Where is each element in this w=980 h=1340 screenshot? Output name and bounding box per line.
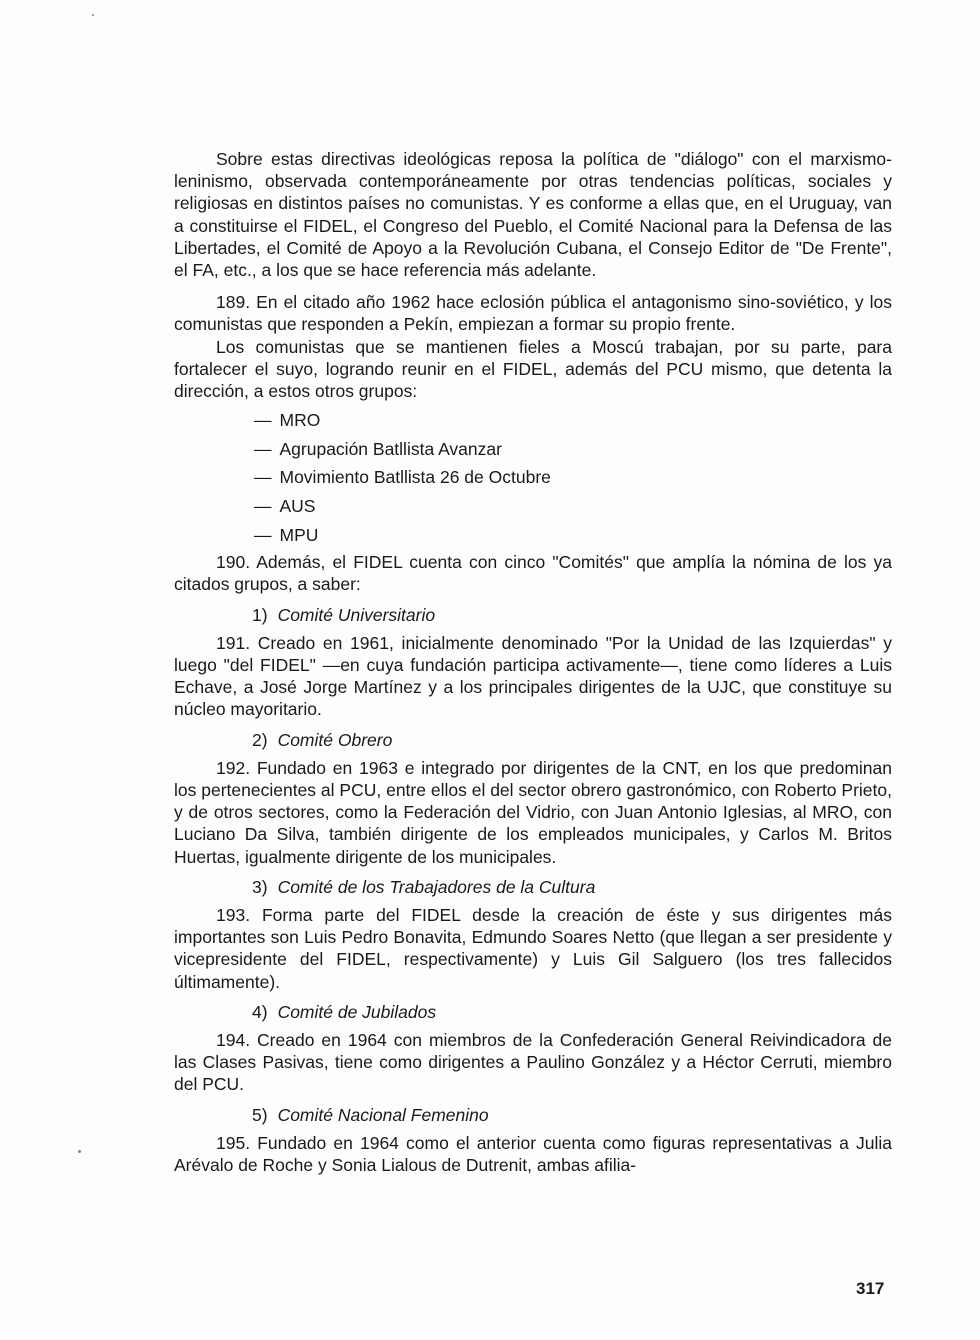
committee-title: Comité Universitario	[277, 604, 436, 625]
paragraph-number: 191.	[216, 632, 251, 653]
scan-speck	[78, 1150, 81, 1153]
list-item	[254, 492, 892, 521]
paragraph-number: 195.	[216, 1132, 251, 1153]
paragraph-192	[174, 757, 892, 868]
committee-heading-jubilados	[174, 1001, 892, 1023]
paragraph-190	[174, 551, 892, 595]
committee-title: Comité Nacional Femenino	[277, 1104, 489, 1125]
paragraph-intro: Sobre estas directivas ideológicas reposa la política de "diálogo" con el marxismo-leninismo, observada contemporáneamente por otras tendencias políticas, sociales y religiosas en distintos países no comunistas. Y es conforme a ellas que, en el Uruguay, van a constituirse el FIDEL, el Congreso del Pueblo, el Comité Nacional para la Defensa de las Libertades, el Comité de Apoyo a la Revolución Cubana, el Consejo Editor de "De Frente", el FA, etc., a los que se hace referencia más adelante.	[174, 149, 892, 281]
paragraph-text: En el citado año 1962 hace eclosión pública el antagonismo sino-soviético, y los comunistas que responden a Pekín, empiezan a formar su propio frente.	[174, 292, 892, 335]
group-list	[174, 406, 892, 549]
list-item	[254, 406, 892, 435]
committee-heading-cultura	[174, 876, 892, 898]
paragraph-text: Creado en 1964 con miembros de la Confederación General Reivindicadora de las Clases Pasivas, tiene como dirigentes a Paulino González y a Héctor Cerruti, miembro del PCU.	[174, 1030, 892, 1095]
paragraph-text: Forma parte del FIDEL desde la creación de éste y sus dirigentes más importantes son Luis Pedro Bonavita, Edmundo Soares Netto (que llegan a ser presidente y vicepresidente del FIDEL, respectivamente) y Luis Gil Salguero (los tres fallecidos últimamente).	[174, 905, 892, 992]
paragraph-number: 190.	[216, 552, 251, 573]
page-number: 317	[856, 1279, 885, 1298]
paragraph-number: 192.	[216, 757, 251, 778]
committee-heading-obrero	[174, 729, 892, 751]
dash-glyph: —	[254, 524, 272, 545]
paragraph-191	[174, 632, 892, 721]
dash-glyph: —	[254, 496, 272, 517]
committee-title: Comité de los Trabajadores de la Cultura	[277, 876, 596, 897]
group-label: MPU	[279, 524, 319, 545]
group-label: Movimiento Batllista 26 de Octubre	[279, 467, 551, 488]
list-item	[254, 463, 892, 492]
scan-speck	[92, 14, 94, 16]
body-text	[174, 148, 892, 1176]
dash-glyph: —	[254, 410, 272, 431]
group-label: AUS	[279, 496, 316, 517]
paragraph-text: Fundado en 1963 e integrado por dirigentes de la CNT, en los que predominan los pertenecientes al PCU, entre ellos el del sector obrero gastronómico, con Roberto Prieto, y de otros sectores, como la Federación del Vidrio, con Juan Antonio Iglesias, al MRO, con Luciano Da Silva, también dirigente de los empleados municipales, y Carlos M. Britos Huertas, igualmente dirigente de los municipales.	[174, 757, 892, 867]
paragraph-189	[174, 291, 892, 335]
paragraph-195	[174, 1132, 892, 1176]
list-item	[254, 521, 892, 550]
paragraph-text: Además, el FIDEL cuenta con cinco "Comités" que amplía la nómina de los ya citados grupos, a saber:	[174, 552, 893, 595]
group-label: MRO	[279, 410, 321, 431]
paragraph-text: Fundado en 1964 como el anterior cuenta como figuras representativas a Julia Arévalo de Roche y Sonia Lialous de Dutrenit, ambas afilia-	[174, 1132, 892, 1176]
paragraph-number: 193.	[216, 905, 251, 926]
committee-heading-universitario	[174, 604, 892, 626]
committee-title: Comité de Jubilados	[277, 1001, 437, 1022]
dash-glyph: —	[254, 438, 272, 459]
committee-number: 3)	[252, 876, 268, 897]
paragraph-text: Creado en 1961, inicialmente denominado "Por la Unidad de las Izquierdas" y luego "del FIDEL" —en cuya fundación participa activamente—, tiene como líderes a Luis Echave, a José Jorge Martínez y a los principales dirigentes de la UJC, que constituye su núcleo mayoritario.	[174, 632, 892, 720]
committee-number: 2)	[252, 729, 268, 750]
dash-glyph: —	[254, 467, 272, 488]
paragraph-number: 189.	[216, 292, 251, 313]
list-item	[254, 435, 892, 464]
group-label: Agrupación Batllista Avanzar	[279, 438, 502, 459]
paragraph-number: 194.	[216, 1030, 251, 1051]
committee-number: 5)	[252, 1104, 268, 1125]
committee-number: 4)	[252, 1001, 268, 1022]
paragraph-194	[174, 1029, 892, 1096]
committee-title: Comité Obrero	[277, 729, 393, 750]
paragraph-193	[174, 904, 892, 993]
committee-number: 1)	[252, 604, 268, 625]
paragraph-189-continued: Los comunistas que se mantienen fieles a Moscú trabajan, por su parte, para fortalecer el suyo, logrando reunir en el FIDEL, además del PCU mismo, que detenta la dirección, a estos otros grupos:	[174, 336, 892, 402]
committee-heading-femenino	[174, 1104, 892, 1126]
